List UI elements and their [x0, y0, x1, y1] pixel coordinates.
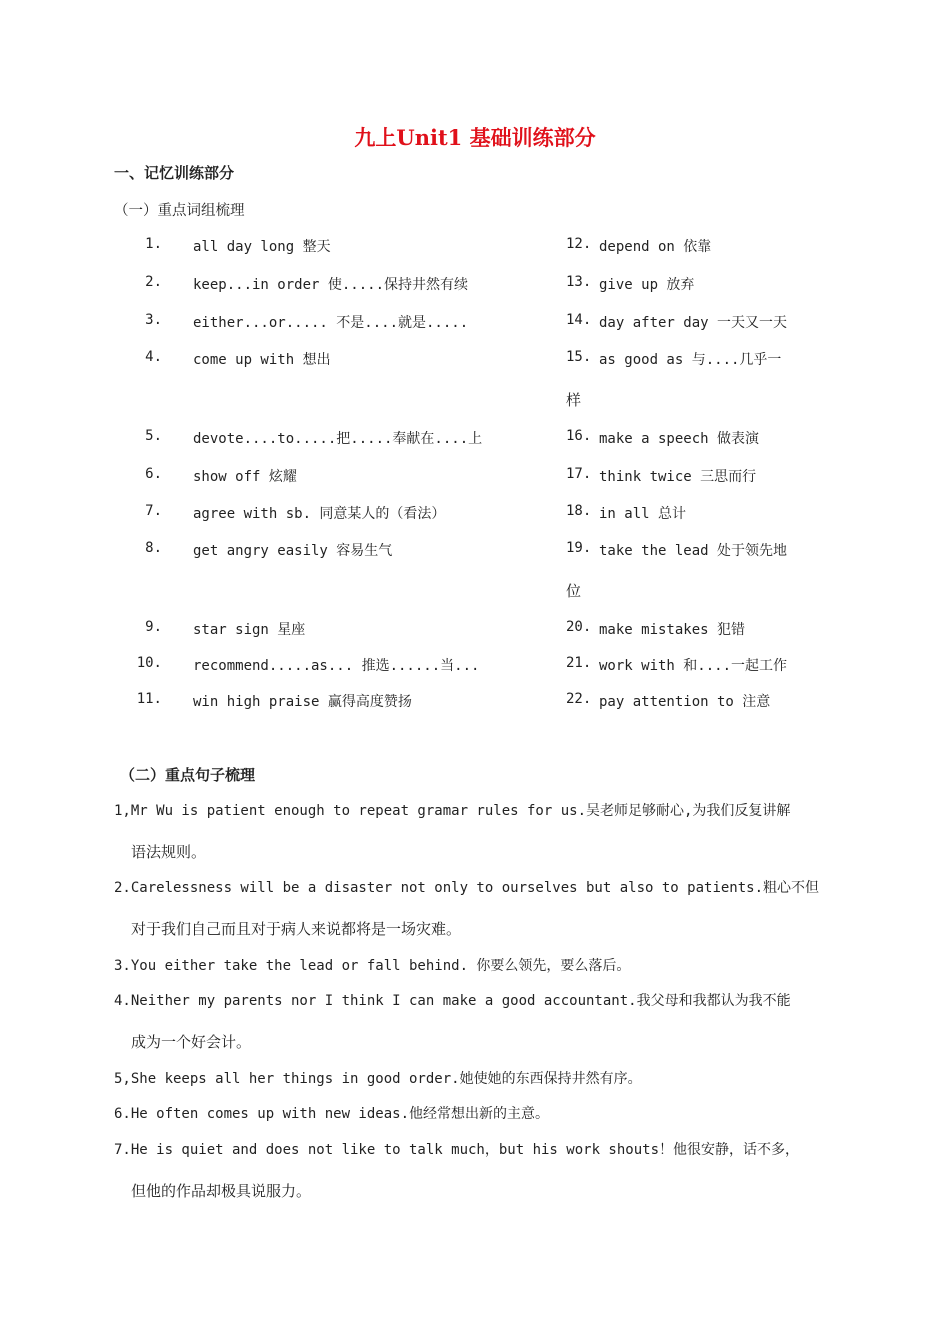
phrase-text: show off 炫耀 [193, 469, 297, 485]
phrase-text: either...or..... 不是....就是..... [193, 315, 469, 331]
phrase-number: 15. [566, 349, 592, 365]
phrase-number: 11. [136, 691, 162, 707]
phrase-text: come up with 想出 [193, 352, 331, 368]
phrase-number: 14. [566, 312, 592, 328]
phrase-text: as good as 与....几乎一 [599, 352, 782, 368]
phrase-text: win high praise 赢得高度赞扬 [193, 694, 412, 710]
phrase-number: 18. [566, 503, 592, 519]
phrase-number: 6. [145, 466, 162, 482]
phrase-text: keep...in order 使.....保持井然有续 [193, 277, 469, 293]
sentence-line: 4.Neither my parents nor I think I can make a good accountant.我父母和我都认为我不能 [114, 993, 791, 1009]
phrase-text: star sign 星座 [193, 622, 306, 638]
phrase-number: 20. [566, 619, 592, 635]
phrase-number: 22. [566, 691, 592, 707]
phrase-text: pay attention to 注意 [599, 694, 771, 710]
phrase-text: make a speech 做表演 [599, 431, 760, 447]
phrase-number: 5. [145, 428, 162, 444]
phrase-number: 12. [566, 236, 592, 252]
sentence-line-continued: 对于我们自己而且对于病人来说都将是一场灾难。 [131, 920, 462, 938]
sentence-line: 7.He is quiet and does not like to talk much，but his work shouts！他很安静，话不多， [114, 1142, 800, 1158]
phrase-text: give up 放弃 [599, 277, 695, 293]
phrase-text: get angry easily 容易生气 [193, 543, 393, 559]
phrase-number: 4. [145, 349, 162, 365]
page-title: 九上Unit1 基础训练部分 [354, 125, 596, 150]
phrase-number: 13. [566, 274, 592, 290]
phrase-text: agree with sb. 同意某人的（看法） [193, 506, 446, 522]
phrase-text: depend on 依靠 [599, 239, 712, 255]
phrase-number: 17. [566, 466, 592, 482]
subsection-heading-sentences: （二）重点句子梳理 [120, 766, 256, 784]
phrase-text: make mistakes 犯错 [599, 622, 746, 638]
phrase-text: in all 总计 [599, 506, 687, 522]
phrase-number: 19. [566, 540, 592, 556]
phrase-number: 3. [145, 312, 162, 328]
phrase-number: 21. [566, 655, 592, 671]
section-heading-memory: 一、记忆训练部分 [114, 164, 235, 182]
sentence-line: 6.He often comes up with new ideas.他经常想出新的主意。 [114, 1106, 550, 1122]
subsection-heading-phrases: （一）重点词组梳理 [114, 203, 245, 219]
phrase-number: 9. [145, 619, 162, 635]
phrase-text-continued: 样 [566, 391, 582, 409]
phrase-text-continued: 位 [566, 582, 582, 600]
phrase-text: all day long 整天 [193, 239, 331, 255]
phrase-text: recommend.....as... 推选......当... [193, 658, 480, 674]
sentence-line-continued: 成为一个好会计。 [131, 1033, 252, 1051]
phrase-number: 2. [145, 274, 162, 290]
sentence-line-continued: 但他的作品却极具说服力。 [131, 1182, 312, 1200]
phrase-number: 7. [145, 503, 162, 519]
phrase-number: 10. [136, 655, 162, 671]
phrase-number: 1. [145, 236, 162, 252]
phrase-text: work with 和....一起工作 [599, 658, 788, 674]
phrase-text: think twice 三思而行 [599, 469, 757, 485]
phrase-number: 8. [145, 540, 162, 556]
sentence-line: 5,She keeps all her things in good order.她使她的东西保持井然有序。 [114, 1071, 642, 1087]
phrase-text: devote....to.....把.....奉献在....上 [193, 431, 483, 447]
sentence-line-continued: 语法规则。 [131, 843, 207, 861]
sentence-line: 3.You either take the lead or fall behind. 你要么领先，要么落后。 [114, 958, 631, 974]
phrase-text: day after day 一天又一天 [599, 315, 788, 331]
phrase-number: 16. [566, 428, 592, 444]
sentence-line: 2.Carelessness will be a disaster not only to ourselves but also to patients.粗心不但 [114, 880, 820, 896]
phrase-text: take the lead 处于领先地 [599, 543, 788, 559]
sentence-line: 1,Mr Wu is patient enough to repeat gramar rules for us.吴老师足够耐心,为我们反复讲解 [114, 803, 791, 819]
